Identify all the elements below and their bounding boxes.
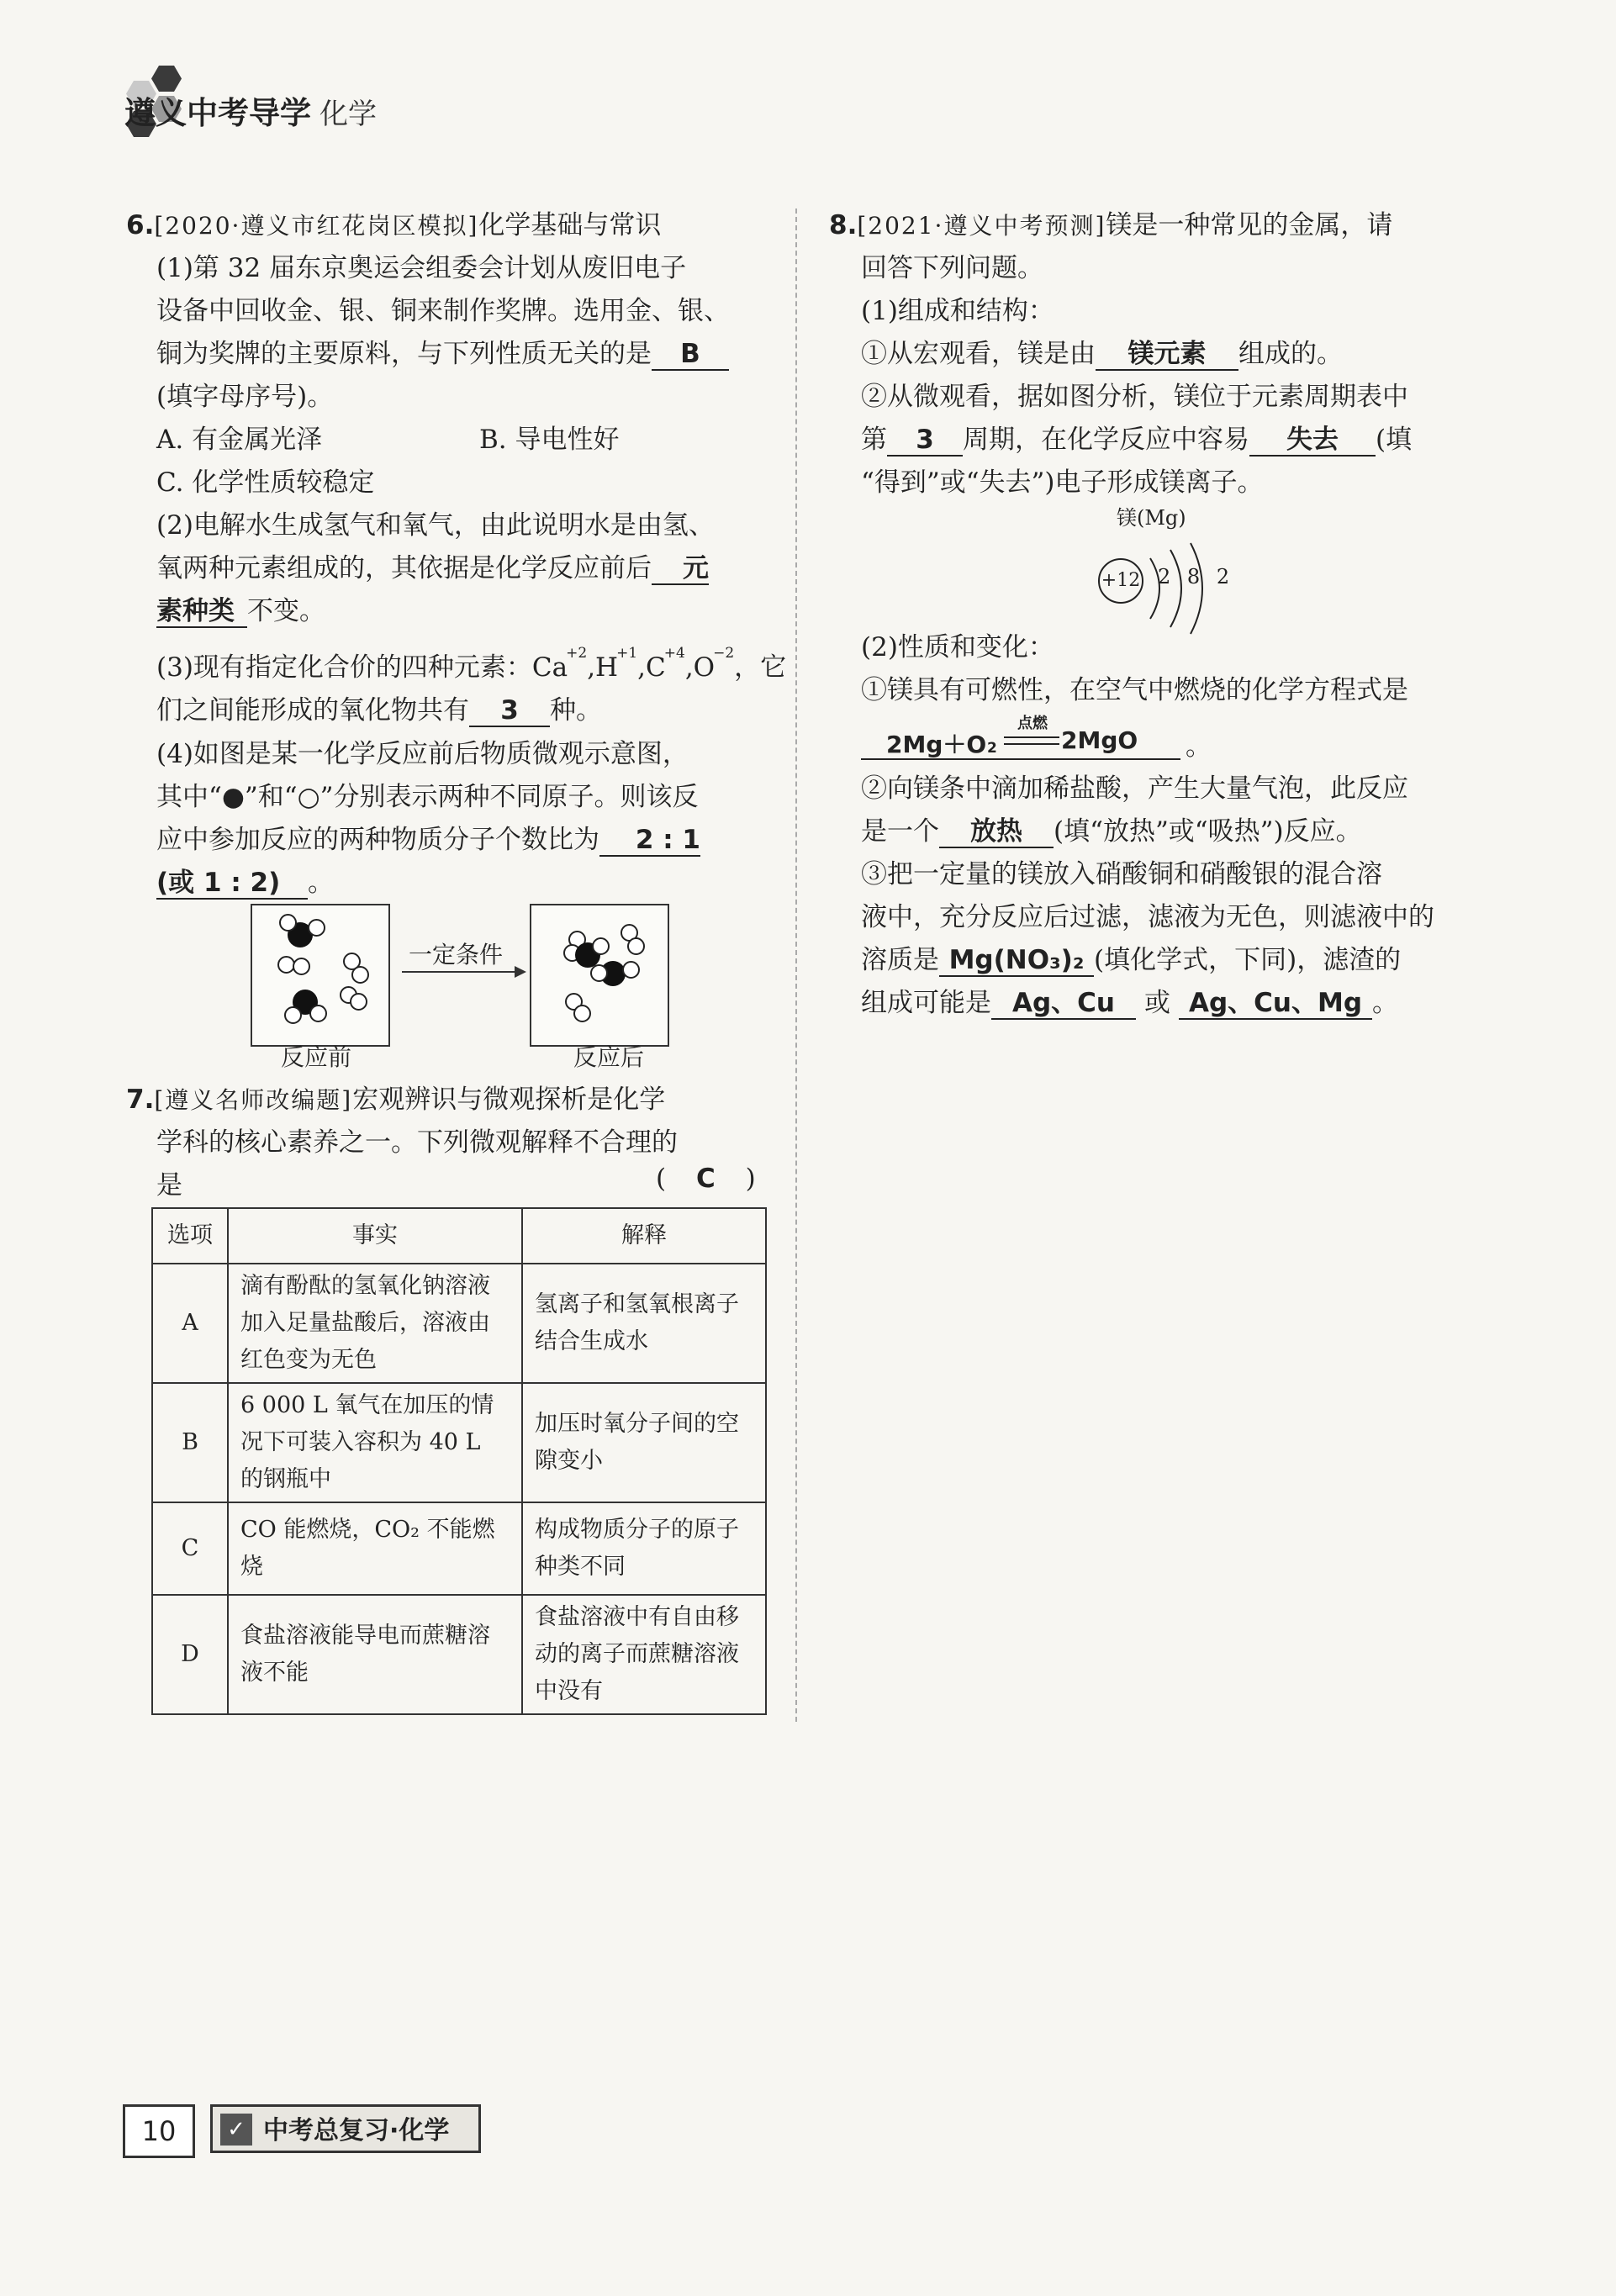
q8-s2b-line1: ②向镁条中滴加稀盐酸，产生大量气泡，此反应 <box>861 773 1408 804</box>
mg-shell-electrons <box>1158 565 1229 589</box>
table-cell-explain: 食盐溶液中有自由移动的离子而蔗糖溶液中没有 <box>522 1595 766 1714</box>
q6-p1-line4: (填字母序号)。 <box>156 382 334 412</box>
arrow-head-icon <box>515 966 526 978</box>
q8-equation: 2Mg＋O 2 点燃 2MgO <box>861 711 1180 760</box>
q6-p4-answer-part2: (或 1 : 2) <box>156 868 308 900</box>
q6-p2-line3: 素种类 不变。 <box>156 596 325 626</box>
white-atom-icon <box>627 937 645 955</box>
shell-count: 2 <box>1216 565 1230 589</box>
before-label: 反应前 <box>281 1043 352 1071</box>
q8-s2c-line3: 溶质是 Mg(NO₃)₂ (填化学式，下同)，滤渣的 <box>861 945 1402 975</box>
after-label: 反应后 <box>573 1043 645 1071</box>
shell-count: 8 <box>1186 565 1201 589</box>
table-cell-explain: 构成物质分子的原子种类不同 <box>522 1502 766 1595</box>
white-atom-icon <box>592 937 610 955</box>
white-atom-icon <box>284 1006 302 1024</box>
q6-p3-line2: 们之间能形成的氧化物共有 3 种。 <box>156 695 602 726</box>
q6-p3-line1: (3)现有指定化合价的四种元素：$Ca^{+2},H^{+1},C^{+4},O^{-2}$，它 <box>156 645 787 683</box>
q8-s1b-line1: ②从微观看，据如图分析，镁位于元素周期表中 <box>861 382 1408 412</box>
q6-p4-line3: 应中参加反应的两种物质分子个数比为 2 : 1 <box>156 825 700 855</box>
q8-s2c-line1: ③把一定量的镁放入硝酸铜和硝酸银的混合溶 <box>861 859 1382 889</box>
q8-s2c-line4: 组成可能是 Ag、Cu 或 Ag、Cu、Mg 。 <box>861 988 1398 1018</box>
table-cell-explain: 氢离子和氢氧根离子结合生成水 <box>522 1264 766 1383</box>
q8-s2: (2)性质和变化： <box>861 632 1054 662</box>
q6-p1-line2: 设备中回收金、银、铜来制作奖牌。选用金、银、 <box>156 296 730 326</box>
header-brand <box>124 87 427 138</box>
q8-title: 8.[2021·遵义中考预测]镁是一种常见的金属，请 <box>829 210 1393 240</box>
white-atom-icon <box>350 993 367 1011</box>
table-cell-option: D <box>152 1595 228 1714</box>
brand-title: 遵义中考导学 <box>124 95 311 131</box>
q6-option-a: A. 有金属光泽 <box>156 425 323 455</box>
q8-s1a-answer: 镁元素 <box>1096 339 1238 371</box>
reaction-before-box <box>251 904 390 1047</box>
white-atom-icon <box>293 958 310 975</box>
q6-p4-line1: (4)如图是某一化学反应前后物质微观示意图， <box>156 739 689 769</box>
mg-nucleus: +12 <box>1098 558 1143 604</box>
q8-s1b-answer-electron: 失去 <box>1249 425 1376 457</box>
q6-p1-line1: (1)第 32 届东京奥运会组委会计划从废旧电子 <box>156 253 687 283</box>
white-atom-icon <box>351 966 369 984</box>
q8-line2: 回答下列问题。 <box>861 253 1043 283</box>
q7-table <box>151 1207 767 1715</box>
table-cell-option: A <box>152 1264 228 1383</box>
table-cell-fact: 滴有酚酞的氢氧化钠溶液加入足量盐酸后，溶液由红色变为无色 <box>228 1264 522 1383</box>
q7-title: 7.[遵义名师改编题]宏观辨识与微观探析是化学 <box>126 1085 666 1115</box>
footer-logo-icon: ✓ <box>220 2114 252 2146</box>
white-atom-icon <box>573 1005 591 1022</box>
brand-subject: 化学 <box>320 98 377 131</box>
q7-line2: 学科的核心素养之一。下列微观解释不合理的 <box>156 1127 678 1158</box>
q8-s2a-line1: ①镁具有可燃性，在空气中燃烧的化学方程式是 <box>861 675 1408 705</box>
q8-s2c-answer-residue2: Ag、Cu、Mg <box>1179 988 1372 1020</box>
q6-title: 6.[2020·遵义市红花岗区模拟]化学基础与常识 <box>126 210 662 240</box>
q8-s2c-line2: 液中，充分反应后过滤，滤液为无色，则滤液中的 <box>861 902 1434 932</box>
q6-p2-answer-part2: 素种类 <box>156 596 247 628</box>
page-number: 10 <box>123 2104 195 2158</box>
table-cell-option: B <box>152 1383 228 1502</box>
column-divider <box>795 208 797 1722</box>
q8-s2b-answer: 放热 <box>939 816 1054 848</box>
table-cell-fact: CO 能燃烧，CO₂ 不能燃烧 <box>228 1502 522 1595</box>
q6-p1-answer: B <box>652 339 729 371</box>
q6-p1-line3: 铜为奖牌的主要原料，与下列性质无关的是 B <box>156 332 729 371</box>
equals-sign <box>1004 736 1059 745</box>
q8-s1b-line3: “得到”或“失去”)电子形成镁离子。 <box>861 467 1264 498</box>
q8-s1: (1)组成和结构： <box>861 296 1054 326</box>
q8-s1b-answer-period: 3 <box>887 425 963 457</box>
table-cell-fact: 食盐溶液能导电而蔗糖溶液不能 <box>228 1595 522 1714</box>
white-atom-icon <box>590 964 608 982</box>
q8-equation-tail: 。 <box>1186 731 1212 762</box>
q8-s2c-answer-residue1: Ag、Cu <box>991 988 1136 1020</box>
q6-p3-answer: 3 <box>469 695 550 727</box>
q8-s2b-line2: 是一个 放热 (填“放热”或“吸热”)反应。 <box>861 816 1362 847</box>
q6-option-c: C. 化学性质较稳定 <box>156 467 375 498</box>
table-header-row <box>152 1208 766 1264</box>
q6-p4-line2: 其中“●”和“○”分别表示两种不同原子。则该反 <box>156 782 699 812</box>
q6-p4-answer-part1: 2 : 1 <box>599 825 700 857</box>
q7-answer-bracket: ( C ) <box>656 1164 756 1194</box>
white-atom-icon <box>622 961 640 979</box>
mg-diagram-label: 镁(Mg) <box>1117 506 1186 530</box>
table-row <box>152 1595 766 1714</box>
shell-arc <box>1191 543 1202 634</box>
q6-p4-line4: (或 1 : 2) 。 <box>156 868 334 898</box>
q8-s2c-answer-solute: Mg(NO₃)₂ <box>939 945 1094 977</box>
table-header: 事实 <box>228 1208 522 1264</box>
table-row <box>152 1264 766 1383</box>
footer-title: 中考总复习·化学 <box>210 2104 481 2153</box>
mg-electron-shells <box>1143 538 1236 639</box>
shell-arc <box>1170 550 1181 627</box>
q8-s1b-line2: 第 3 周期，在化学反应中容易 失去 (填 <box>861 425 1413 455</box>
table-header: 解释 <box>522 1208 766 1264</box>
white-atom-icon <box>309 1005 327 1022</box>
q8-s1a: ①从宏观看，镁是由 镁元素 组成的。 <box>861 339 1343 369</box>
white-atom-icon <box>308 919 325 937</box>
reaction-arrow <box>402 971 520 973</box>
q6-p2-line2: 氧两种元素组成的，其依据是化学反应前后 元 <box>156 553 709 583</box>
q6-p2-line1: (2)电解水生成氢气和氧气，由此说明水是由氢、 <box>156 510 715 541</box>
arrow-label: 一定条件 <box>409 941 504 969</box>
table-row <box>152 1502 766 1595</box>
table-cell-option: C <box>152 1502 228 1595</box>
table-header: 选项 <box>152 1208 228 1264</box>
q6-option-b: B. 导电性好 <box>479 425 620 455</box>
white-atom-icon <box>279 914 297 932</box>
q7-line3: 是 <box>156 1170 182 1201</box>
table-cell-explain: 加压时氧分子间的空隙变小 <box>522 1383 766 1502</box>
reaction-after-box <box>530 904 669 1047</box>
table-row <box>152 1383 766 1502</box>
q6-p2-answer-part1: 元 <box>652 553 709 585</box>
table-cell-fact: 6 000 L 氧气在加压的情况下可装入容积为 40 L 的钢瓶中 <box>228 1383 522 1502</box>
q7-answer: C <box>695 1164 716 1194</box>
shell-count: 2 <box>1158 565 1171 589</box>
